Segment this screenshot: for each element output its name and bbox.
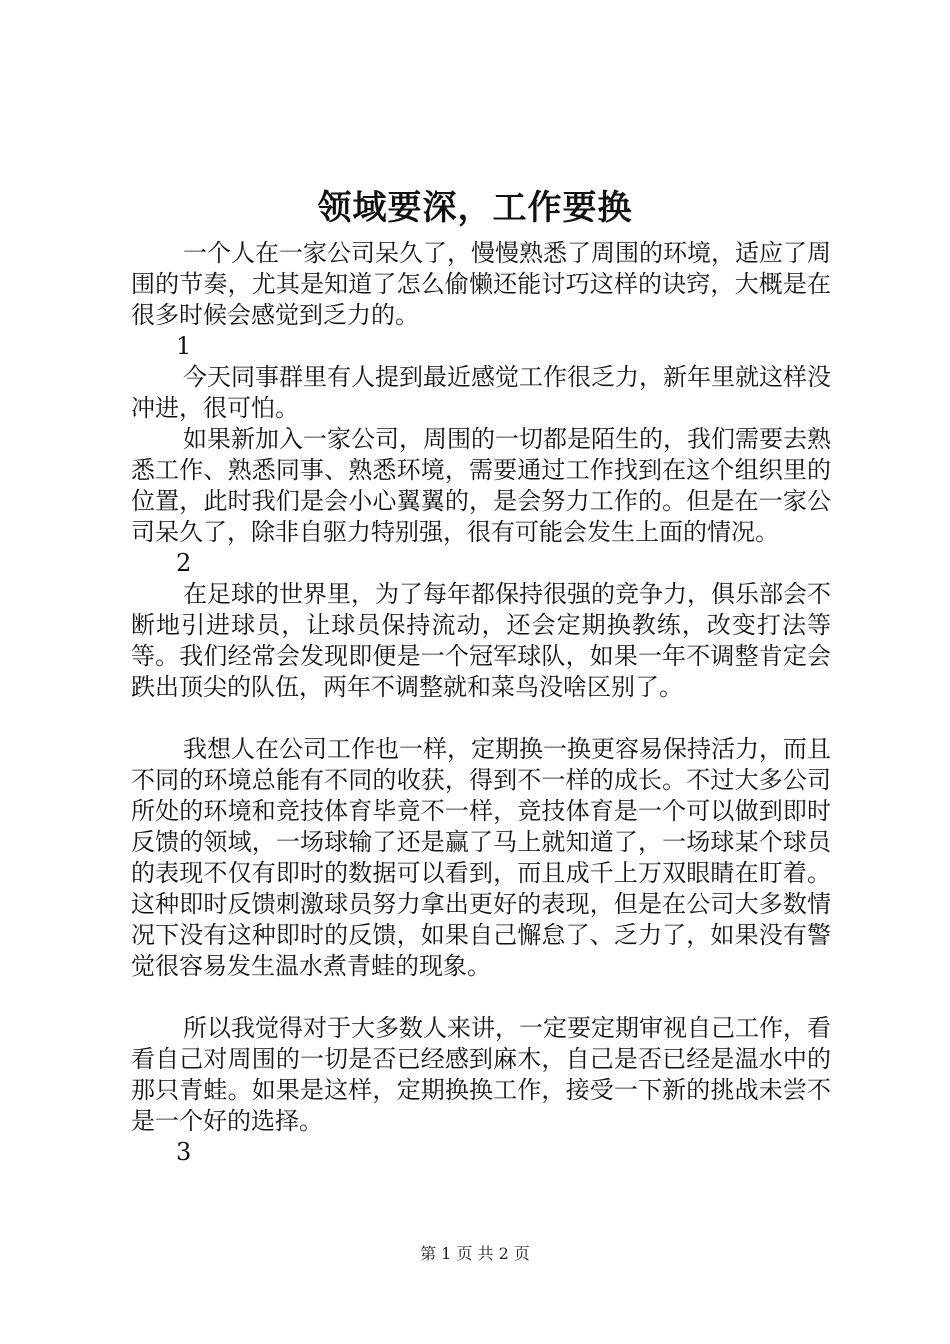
paragraph: 今天同事群里有人提到最近感觉工作很乏力，新年里就这样没冲进，很可怕。 xyxy=(131,363,831,422)
section-number-1: 1 xyxy=(176,332,192,360)
paragraph: 如果新加入一家公司，周围的一切都是陌生的，我们需要去熟悉工作、熟悉同事、熟悉环境，需要通过工作找到在这个组织里的位置，此时我们是会小心翼翼的，是会努力工作的。但是在一家公司呆久了，除非自驱力特别强，很有可能会发生上面的情况。 xyxy=(131,425,831,546)
page-footer: 第 1 页 共 2 页 xyxy=(420,1244,530,1263)
document-title: 领域要深，工作要换 xyxy=(317,188,633,228)
paragraph: 所以我觉得对于大多数人来讲，一定要定期审视自己工作，看看自己对周围的一切是否已经感到麻木，自己是否已经是温水中的那只青蛙。如果是这样，定期换换工作，接受一下新的挑战未尝不是一个好的选择。 xyxy=(131,1014,831,1135)
paragraph: 我想人在公司工作也一样，定期换一换更容易保持活力，而且不同的环境总能有不同的收获，得到不一样的成长。不过大多公司所处的环境和竞技体育毕竟不一样，竞技体育是一个可以做到即时反馈的领域，一场球输了还是赢了马上就知道了，一场球某个球员的表现不仅有即时的数据可以看到，而且成千上万双眼睛在盯着。这种即时反馈刺激球员努力拿出更好的表现，但是在公司大多数情况下没有这种即时的反馈，如果自己懈怠了、乏力了，如果没有警觉很容易发生温水煮青蛙的现象。 xyxy=(131,735,831,980)
section-number-3: 3 xyxy=(176,1138,192,1166)
paragraph: 在足球的世界里，为了每年都保持很强的竞争力，俱乐部会不断地引进球员，让球员保持流动，还会定期换教练，改变打法等等。我们经常会发现即便是一个冠军球队，如果一年不调整肯定会跌出顶尖的队伍，两年不调整就和菜鸟没啥区别了。 xyxy=(131,580,831,701)
document-body xyxy=(131,238,831,1168)
section-number-2: 2 xyxy=(176,549,192,577)
paragraph-intro: 一个人在一家公司呆久了，慢慢熟悉了周围的环境，适应了周围的节奏，尤其是知道了怎么偷懒还能讨巧这样的诀窍，大概是在很多时候会感觉到乏力的。 xyxy=(131,239,831,329)
